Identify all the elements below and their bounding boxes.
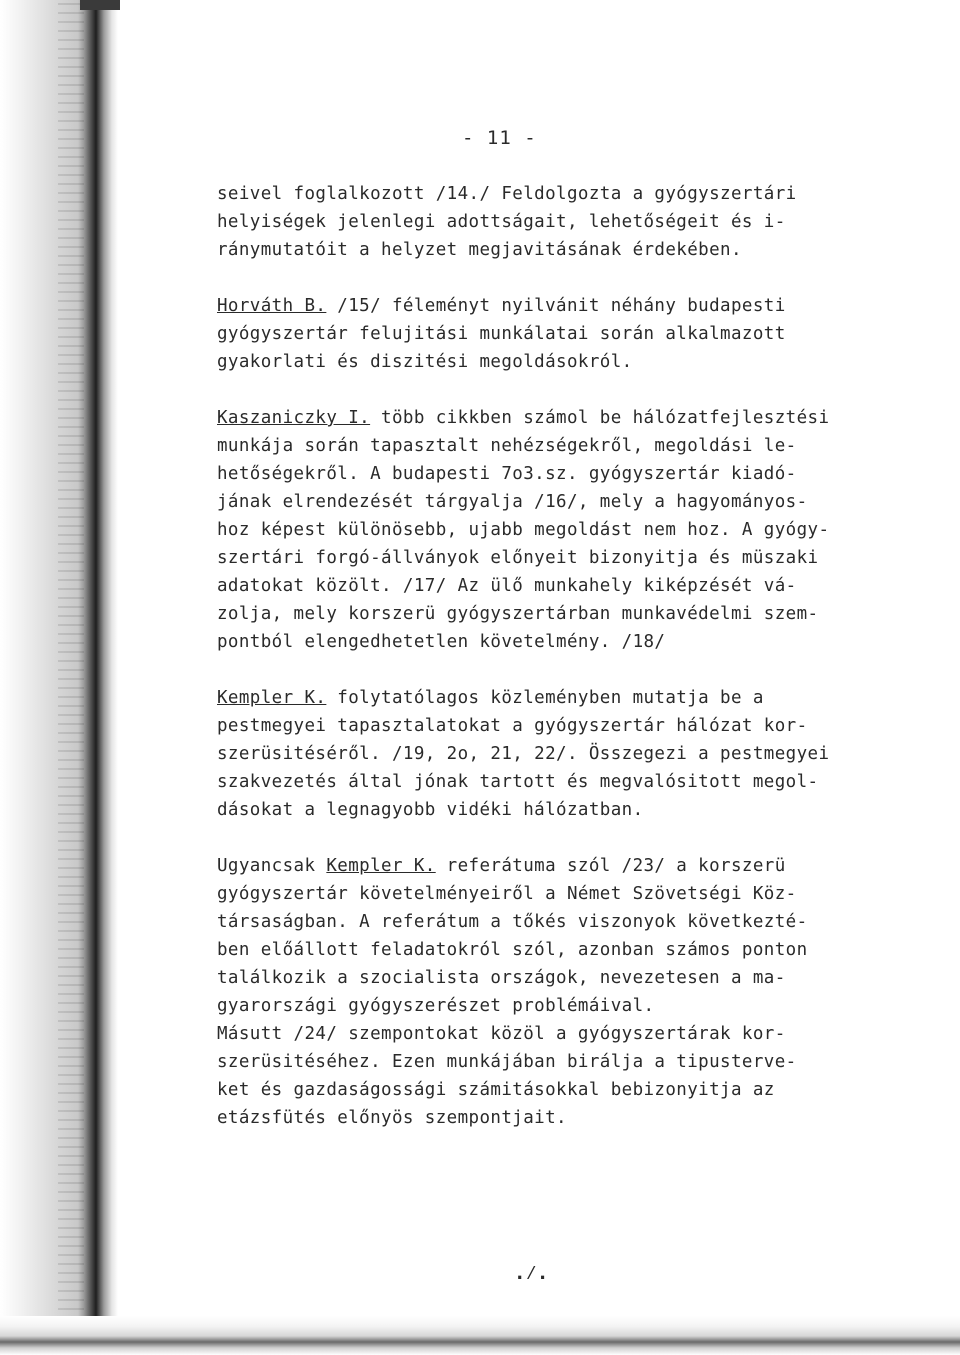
text-line bbox=[217, 712, 907, 740]
text-line bbox=[217, 740, 907, 768]
text-segment: dásokat a legnagyobb vidéki hálózatban. bbox=[217, 800, 644, 820]
text-line bbox=[217, 936, 907, 964]
text-segment: gyógyszertár követelményeiről a Német Szövetségi Köz- bbox=[217, 884, 797, 904]
binding-shadow bbox=[0, 0, 118, 1355]
text-segment: pestmegyei tapasztalatokat a gyógyszertár hálózat kor- bbox=[217, 716, 808, 736]
text-line bbox=[217, 348, 907, 376]
text-line bbox=[217, 544, 907, 572]
text-line bbox=[217, 908, 907, 936]
text-line bbox=[217, 1048, 907, 1076]
text-line bbox=[217, 880, 907, 908]
text-segment: jának elrendezését tárgyalja /16/, mely a hagyományos- bbox=[217, 492, 808, 512]
end-mark: .⁄. bbox=[514, 1262, 549, 1284]
text-segment: gyakorlati és diszitési megoldásokról. bbox=[217, 352, 633, 372]
text-segment: pontból elengedhetetlen követelmény. /18/ bbox=[217, 632, 666, 652]
text-segment: szakvezetés által jónak tartott és megvalósitott megol- bbox=[217, 772, 819, 792]
paragraph-gap bbox=[217, 264, 907, 292]
paragraph-gap bbox=[217, 656, 907, 684]
text-segment: Ugyancsak bbox=[217, 856, 327, 876]
text-line bbox=[217, 516, 907, 544]
text-segment: hoz képest különösebb, ujabb megoldást nem hoz. A gyógy- bbox=[217, 520, 830, 540]
text-segment: gyarországi gyógyszerészet problémáival. bbox=[217, 996, 655, 1016]
text-line bbox=[217, 292, 907, 320]
text-segment: szerüsitéséhez. Ezen munkájában birálja a tipusterve- bbox=[217, 1052, 797, 1072]
text-line bbox=[217, 1076, 907, 1104]
text-line bbox=[217, 180, 907, 208]
author-name: Kempler K. bbox=[326, 856, 436, 876]
paragraph bbox=[217, 852, 907, 1132]
page-bottom-edge bbox=[0, 1316, 960, 1355]
text-segment: referátuma szól /23/ a korszerü bbox=[435, 856, 786, 876]
text-line bbox=[217, 600, 907, 628]
text-line bbox=[217, 432, 907, 460]
text-segment: /15/ féleményt nyilvánit néhány budapesti bbox=[326, 296, 786, 316]
text-line bbox=[217, 796, 907, 824]
text-segment: seivel foglalkozott /14./ Feldolgozta a gyógyszertári bbox=[217, 184, 797, 204]
paragraph-gap bbox=[217, 376, 907, 404]
text-segment: Másutt /24/ szempontokat közöl a gyógyszertárak kor- bbox=[217, 1024, 786, 1044]
page-number: - 11 - bbox=[462, 127, 537, 149]
text-segment: gyógyszertár felujitási munkálatai során alkalmazott bbox=[217, 324, 786, 344]
text-segment: ránymutatóit a helyzet megjavitásának érdekében. bbox=[217, 240, 742, 260]
text-segment: szertári forgó-állványok előnyeit bizonyitja és müszaki bbox=[217, 548, 819, 568]
text-segment: adatokat közölt. /17/ Az ülő munkahely kiképzését vá- bbox=[217, 576, 797, 596]
text-line bbox=[217, 684, 907, 712]
author-name: Horváth B. bbox=[217, 296, 327, 316]
text-segment: etázsfütés előnyös szempontjait. bbox=[217, 1108, 567, 1128]
text-line bbox=[217, 852, 907, 880]
text-segment: zolja, mely korszerü gyógyszertárban munkavédelmi szem- bbox=[217, 604, 819, 624]
text-line bbox=[217, 628, 907, 656]
text-segment: hetőségekről. A budapesti 7o3.sz. gyógyszertár kiadó- bbox=[217, 464, 797, 484]
text-line bbox=[217, 460, 907, 488]
text-segment: ben előállott feladatokról szól, azonban számos ponton bbox=[217, 940, 808, 960]
text-segment: ket és gazdaságossági számitásokkal bebizonyitja az bbox=[217, 1080, 775, 1100]
text-line bbox=[217, 992, 907, 1020]
text-segment: helyiségek jelenlegi adottságait, lehetőségeit és i- bbox=[217, 212, 786, 232]
text-line bbox=[217, 208, 907, 236]
text-line bbox=[217, 404, 907, 432]
text-line bbox=[217, 488, 907, 516]
paragraph bbox=[217, 292, 907, 376]
text-segment: szerüsitéséről. /19, 2o, 21, 22/. Összegezi a pestmegyei bbox=[217, 744, 830, 764]
paragraph bbox=[217, 404, 907, 656]
scan-artifact bbox=[80, 0, 120, 10]
text-segment: több cikkben számol be hálózatfejlesztési bbox=[370, 408, 830, 428]
text-segment: folytatólagos közleményben mutatja be a bbox=[326, 688, 764, 708]
paragraph-gap bbox=[217, 824, 907, 852]
author-name: Kempler K. bbox=[217, 688, 327, 708]
text-segment: találkozik a szocialista országok, nevezetesen a ma- bbox=[217, 968, 786, 988]
text-line bbox=[217, 572, 907, 600]
text-line bbox=[217, 1104, 907, 1132]
text-line bbox=[217, 320, 907, 348]
body-text bbox=[217, 180, 907, 1132]
text-line bbox=[217, 768, 907, 796]
author-name: Kaszaniczky I. bbox=[217, 408, 371, 428]
text-line bbox=[217, 964, 907, 992]
text-line bbox=[217, 236, 907, 264]
text-segment: társaságban. A referátum a tőkés viszonyok következté- bbox=[217, 912, 808, 932]
paragraph bbox=[217, 180, 907, 264]
text-line bbox=[217, 1020, 907, 1048]
text-segment: munkája során tapasztalt nehézségekről, megoldási le- bbox=[217, 436, 797, 456]
paragraph bbox=[217, 684, 907, 824]
